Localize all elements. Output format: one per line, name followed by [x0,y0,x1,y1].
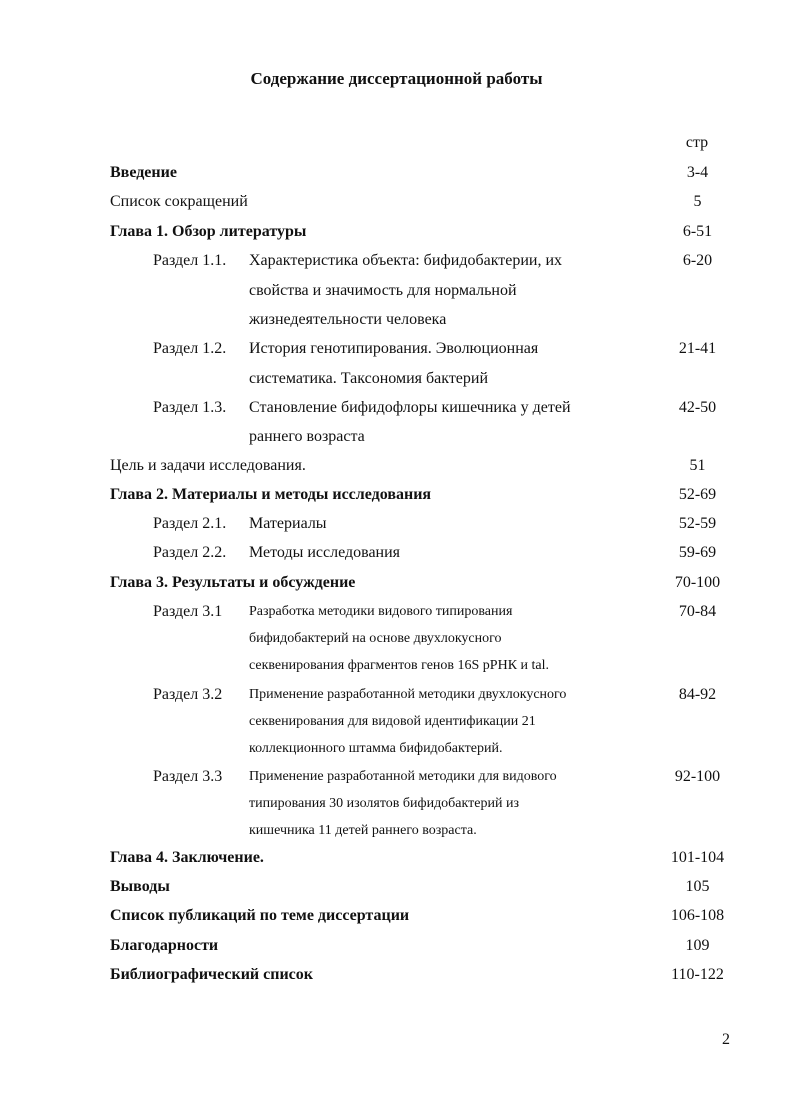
page-column-header: стр [685,134,709,151]
toc-entry-title: Глава 1. Обзор литературы [110,223,307,240]
toc-entry-title: Введение [110,164,177,181]
toc-section-title: Применение разработанной методики двухлокусного [249,687,567,702]
toc-section-label: Раздел 1.2. [153,340,227,357]
toc-section-label: Раздел 1.3. [153,399,227,416]
toc-entry-page: 6-20 [682,252,713,269]
toc-entry-chapter-2 [0,480,793,509]
toc-entry-page: 105 [685,878,710,895]
toc-section-label: Раздел 1.1. [153,252,227,269]
toc-entry-title: Библиографический список [110,966,313,983]
toc-entry-page: 21-41 [678,340,717,357]
toc-entry-section-3-3 [0,762,793,791]
toc-section-title: Материалы [249,515,327,532]
toc-section-title: Разработка методики видового типирования [249,604,513,619]
toc-entry-chapter-4 [0,843,793,872]
toc-entry-page: 92-100 [674,768,721,785]
toc-entry-section-1-2 [0,334,793,363]
toc-entry-aims [0,451,793,480]
toc-section-title-continued: кишечника 11 детей раннего возраста. [249,823,477,838]
toc-section-title: История генотипирования. Эволюционная [249,340,539,357]
toc-section-title-continued: секвенирования фрагментов генов 16S рРНК и tal. [249,658,550,673]
toc-entry-page: 110-122 [671,966,724,983]
toc-entry-chapter-3 [0,568,793,597]
toc-entry-section-1-1 [0,246,793,275]
toc-entry-abbreviations [0,187,793,216]
toc-section-label: Раздел 3.3 [153,768,223,785]
toc-entry-title: Список сокращений [110,193,248,210]
toc-entry-intro [0,158,793,187]
page-number: 2 [722,1031,730,1048]
toc-entry-chapter-1 [0,217,793,246]
toc-entry-bibliography [0,960,793,989]
toc-entry-page: 84-92 [678,686,717,703]
toc-section-title-continued: жизнедеятельности человека [249,311,447,328]
toc-section-title-continued: типирования 30 изолятов бифидобактерий из [249,796,519,811]
toc-entry-title: Глава 2. Материалы и методы исследования [110,486,432,503]
toc-entry-title: Глава 3. Результаты и обсуждение [110,574,356,591]
toc-entry-page: 5 [693,193,702,210]
toc-entry-publications [0,901,793,930]
toc-section-label: Раздел 3.1 [153,603,223,620]
toc-entry-section-1-3 [0,393,793,422]
toc-entry-section-2-2 [0,538,793,567]
toc-entry-section-3-2 [0,680,793,709]
toc-section-title-continued: систематика. Таксономия бактерий [249,370,489,387]
toc-section-title-continued: секвенирования для видовой идентификации 21 [249,714,536,729]
toc-entry-page: 52-69 [678,486,717,503]
toc-entry-page: 3-4 [686,164,709,181]
toc-entry-page: 52-59 [678,515,717,532]
toc-entry-page: 6-51 [682,223,713,240]
toc-entry-title: Список публикаций по теме диссертации [110,907,410,924]
toc-section-title: Становление бифидофлоры кишечника у детей [249,399,571,416]
toc-section-title: Применение разработанной методики для видового [249,769,557,784]
toc-entry-page: 70-84 [678,603,717,620]
toc-entry-page: 51 [689,457,706,474]
toc-entry-section-2-1 [0,509,793,538]
toc-section-label: Раздел 3.2 [153,686,223,703]
toc-section-title-continued: свойства и значимость для нормальной [249,282,517,299]
toc-entry-title: Глава 4. Заключение. [110,849,264,866]
toc-entry-acknowledgements [0,931,793,960]
toc-entry-page: 109 [685,937,710,954]
toc-section-title: Характеристика объекта: бифидобактерии, их [249,252,563,269]
toc-entry-title: Благодарности [110,937,219,954]
toc-entry-conclusions [0,872,793,901]
toc-entry-page: 106-108 [670,907,725,924]
toc-entry-page: 42-50 [678,399,717,416]
toc-section-title-continued: раннего возраста [249,428,365,445]
toc-entry-title: Выводы [110,878,170,895]
toc-entry-title: Цель и задачи исследования. [110,457,306,474]
page-title: Содержание диссертационной работы [250,69,543,88]
toc-section-title: Методы исследования [249,544,401,561]
toc-entry-section-3-1 [0,597,793,626]
toc-section-label: Раздел 2.1. [153,515,227,532]
toc-entry-page: 70-100 [674,574,721,591]
toc-entry-page: 59-69 [678,544,717,561]
toc-section-title-continued: коллекционного штамма бифидобактерий. [249,741,503,756]
toc-section-label: Раздел 2.2. [153,544,227,561]
toc-entry-page: 101-104 [670,849,725,866]
toc-section-title-continued: бифидобактерий на основе двухлокусного [249,631,502,646]
